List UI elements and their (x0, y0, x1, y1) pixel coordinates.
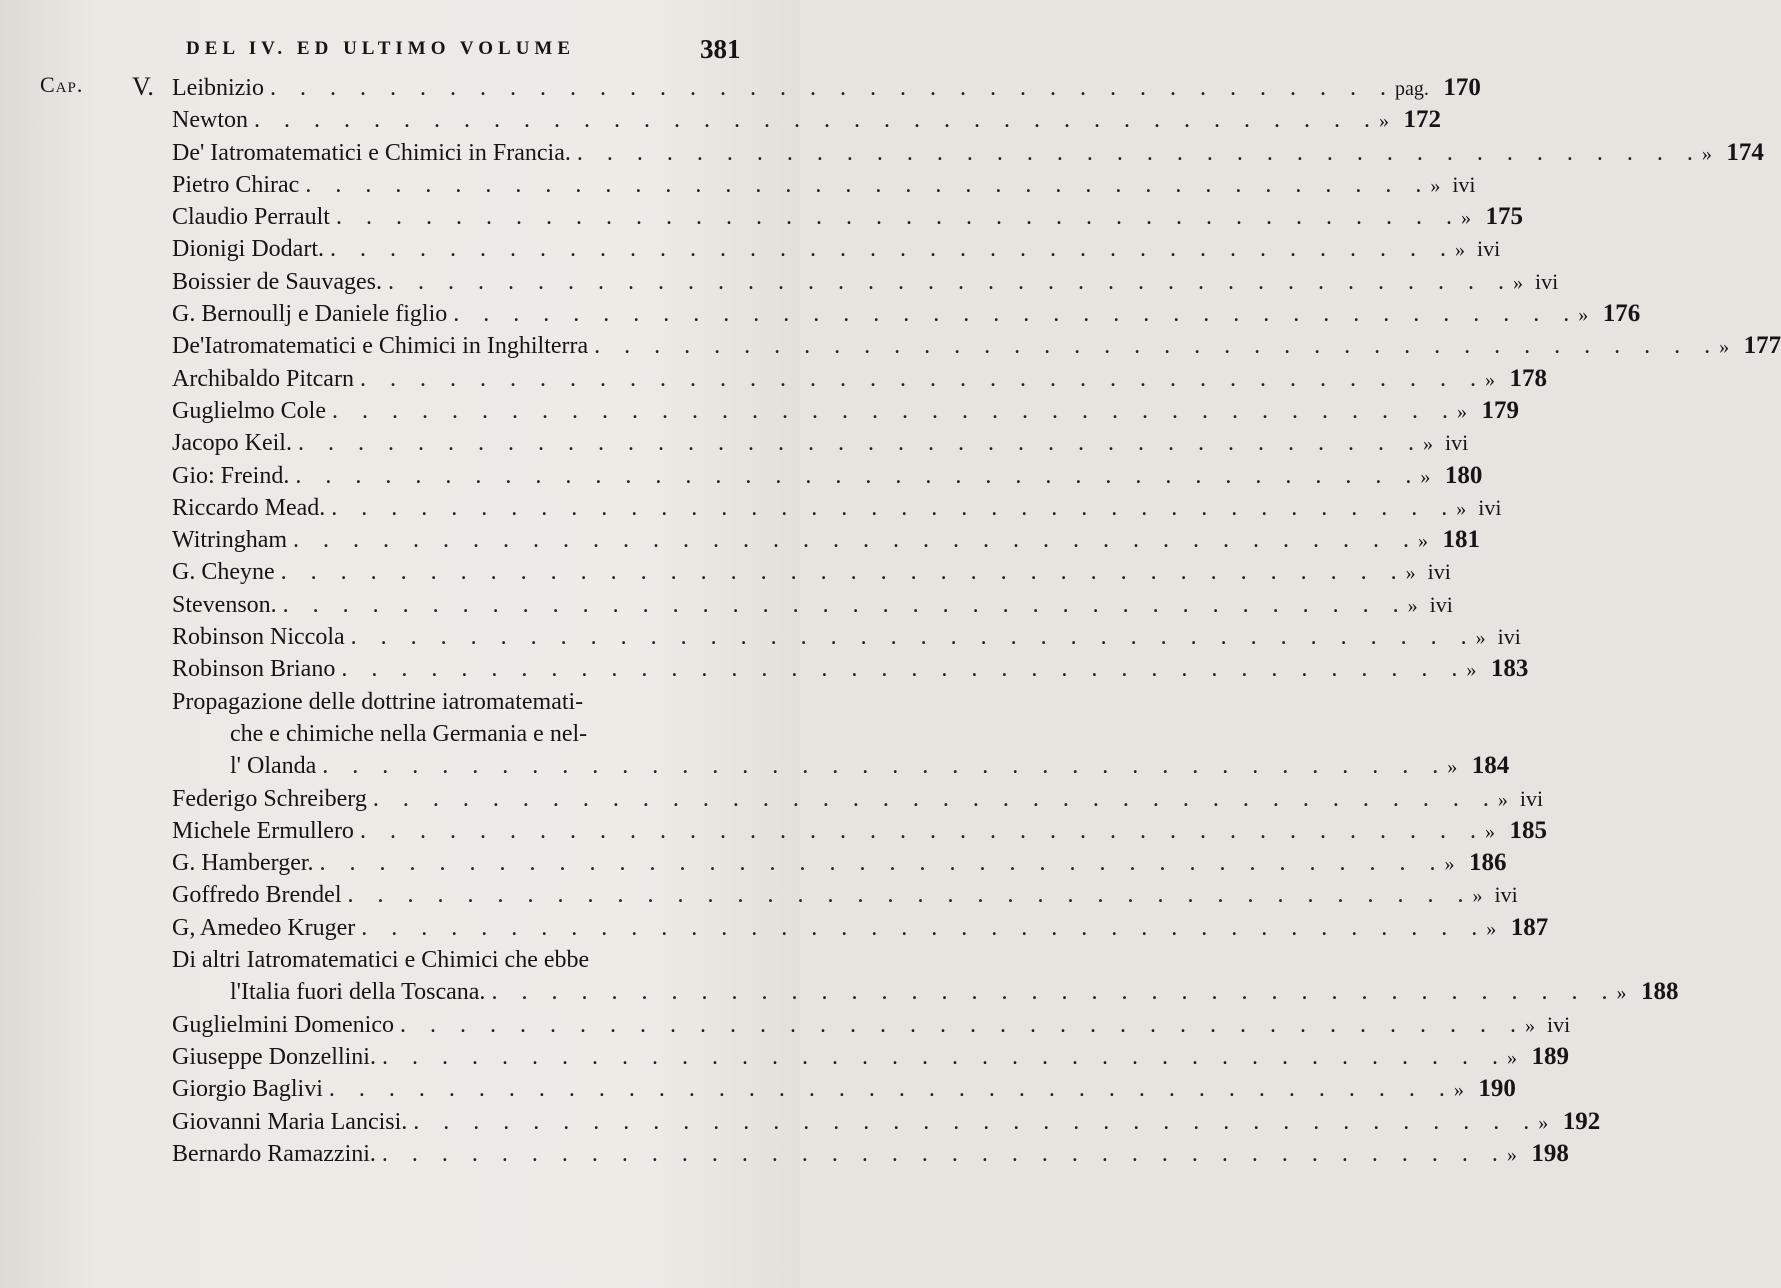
ditto-mark: » (1460, 207, 1471, 230)
leader-dots: . . . . . . . . . . . . . . . . . . . . . . . . . . . . . . . . . . . . . . (335, 204, 1461, 231)
ditto-mark: » (1506, 1143, 1517, 1166)
toc-entry-title: Propagazione delle dottrine iatromatemati- (172, 688, 584, 715)
toc-entry-title: G. Cheyne (172, 559, 275, 586)
leader-dots: . . . . . . . . . . . . . . . . . . . . . . . . . . . . . . . . . . . . . . (329, 236, 1455, 263)
toc-entry-title: Dionigi Dodart. (172, 236, 324, 263)
ditto-mark: » (1512, 271, 1523, 294)
toc-page-number: ivi (1494, 882, 1518, 908)
ditto-mark: » (1430, 174, 1441, 197)
ditto-mark: » (1422, 433, 1433, 456)
ditto-mark: » (1484, 368, 1495, 391)
ditto-mark: » (1447, 756, 1458, 779)
leader-dots: . . . . . . . . . . . . . . . . . . . . . . . . . . . . . . . . . . . . . . (359, 365, 1485, 392)
toc-page-number: ivi (1476, 236, 1501, 262)
leader-dots: . . . . . . . . . . . . . . . . . . . . . . . . . . . . . . . . . . . . . . (341, 656, 1467, 683)
toc-entry-reference (1447, 750, 1509, 783)
toc-page-number: ivi (1497, 624, 1521, 650)
toc-entry (172, 912, 1549, 944)
toc-entry-title: Riccardo Mead. (172, 494, 326, 521)
leader-dots: . . . . . . . . . . . . . . . . . . . . . . . . . . . . . . . . . . . . . . (253, 107, 1379, 134)
toc-page-number: ivi (1546, 1011, 1571, 1037)
toc-page-number: 181 (1442, 526, 1481, 554)
ditto-mark: » (1407, 594, 1418, 617)
toc-page-number: 192 (1562, 1107, 1601, 1135)
toc-entry-reference (1420, 460, 1482, 493)
leader-dots: . . . . . . . . . . . . . . . . . . . . . . . . . . . . . . . . . . . . . . (322, 753, 1448, 780)
toc-entry-title: G. Bernoullj e Daniele figlio (172, 301, 448, 328)
leader-dots: . . . . . . . . . . . . . . . . . . . . . . . . . . . . . . . . . . . . . . (350, 624, 1476, 651)
toc-entry-reference (1538, 1106, 1600, 1139)
toc-entry (172, 556, 1451, 588)
toc-entry-reference (1513, 266, 1577, 299)
toc-entry (172, 879, 1518, 911)
toc-entry (172, 1041, 1569, 1073)
toc-entry-reference (1485, 815, 1547, 848)
leader-dots: . . . . . . . . . . . . . . . . . . . . . . . . . . . . . . . . . . . . . . (413, 1108, 1539, 1135)
toc-page-number: 178 (1509, 364, 1547, 392)
toc-entry-reference (1461, 201, 1523, 234)
leader-dots: . . . . . . . . . . . . . . . . . . . . . . . . . . . . . . . . . . . . . . (576, 139, 1702, 166)
ditto-mark: » (1719, 336, 1730, 359)
leader-dots: . . . . . . . . . . . . . . . . . . . . . . . . . . . . . . . . . . . . . . (297, 430, 1423, 457)
leader-dots: . . . . . . . . . . . . . . . . . . . . . . . . . . . . . . . . . . . . . . (319, 850, 1445, 877)
toc-entry-reference (1418, 524, 1480, 557)
leader-dots: . . . . . . . . . . . . . . . . . . . . . . . . . . . . . . . . . . . . . . (331, 494, 1457, 521)
toc-entry-reference (1379, 104, 1441, 137)
toc-entry (172, 815, 1547, 847)
leader-dots: . . . . . . . . . . . . . . . . . . . . . . . . . . . . . . . . . . . . . . (328, 1076, 1454, 1103)
toc-entry (172, 233, 1501, 265)
toc-entry-title: che e chimiche nella Germania e nel- (230, 720, 588, 747)
toc-page-number: 180 (1444, 461, 1483, 489)
toc-page-number: 198 (1531, 1139, 1569, 1167)
toc-entry (172, 1138, 1569, 1170)
toc-page-number: ivi (1478, 494, 1502, 520)
toc-entry (172, 104, 1441, 136)
toc-page-number: ivi (1452, 171, 1476, 197)
ditto-mark: » (1454, 239, 1465, 262)
toc-entry (172, 847, 1507, 879)
toc-page-number: 174 (1726, 138, 1764, 166)
toc-page-number: 175 (1485, 203, 1523, 231)
leader-dots: . . . . . . . . . . . . . . . . . . . . . . . . . . . . . . . . . . . . . . (359, 817, 1485, 844)
toc-entry-title: Michele Ermullero (172, 817, 354, 844)
toc-entry-reference (1395, 72, 1481, 105)
ditto-mark: » (1524, 1014, 1535, 1037)
toc-page-number: 172 (1403, 106, 1441, 134)
toc-entry (172, 460, 1483, 492)
toc-entry-title: Giovanni Maria Lancisi. (172, 1108, 408, 1135)
ditto-mark: » (1486, 917, 1497, 940)
toc-page-number: 186 (1469, 849, 1507, 877)
toc-entry-reference (1456, 492, 1520, 525)
toc-entry-reference (1476, 621, 1540, 654)
toc-entry (172, 1106, 1601, 1138)
toc-entry-title: Guglielmini Domenico (172, 1011, 394, 1038)
toc-entry-title: Gio: Freind. (172, 462, 290, 489)
toc-entry (172, 330, 1781, 362)
toc-entry (172, 589, 1453, 621)
toc-entry (172, 524, 1481, 556)
chapter-number: V. (132, 72, 154, 101)
ditto-mark: » (1506, 1046, 1517, 1069)
toc-entry-reference (1454, 1073, 1516, 1106)
toc-entry-title: Robinson Briano (172, 656, 336, 683)
toc-entry-reference (1719, 330, 1781, 363)
toc-entry-reference (1702, 137, 1764, 170)
running-title: DEL IV. ED ULTIMO VOLUME (186, 38, 576, 59)
toc-entry (172, 653, 1529, 685)
toc-page-number: 183 (1490, 655, 1529, 683)
toc-page-number: ivi (1519, 785, 1544, 811)
toc-entry (172, 72, 1481, 104)
toc-entry (172, 427, 1469, 459)
leader-dots: . . . . . . . . . . . . . . . . . . . . . . . . . . . . . . . . . . . . . . (399, 1011, 1525, 1038)
toc-page-number: 184 (1471, 752, 1510, 780)
leader-dots: . . . . . . . . . . . . . . . . . . . . . . . . . . . . . . . . . . . . . . (381, 1043, 1507, 1070)
leader-dots: . . . . . . . . . . . . . . . . . . . . . . . . . . . . . . . . . . . . . . (387, 268, 1513, 295)
ditto-mark: » (1444, 853, 1455, 876)
ditto-mark: » (1456, 400, 1467, 423)
toc-entry-title: Giuseppe Donzellini. (172, 1043, 376, 1070)
toc-page-number: 185 (1509, 816, 1547, 844)
toc-entry-title: Jacopo Keil. (172, 430, 292, 457)
toc-entry-reference (1616, 976, 1678, 1009)
ditto-mark: » (1475, 627, 1486, 650)
ditto-mark: » (1472, 885, 1483, 908)
toc-entry (172, 492, 1502, 524)
leader-dots: . . . . . . . . . . . . . . . . . . . . . . . . . . . . . . . . . . . . . . (269, 75, 1395, 101)
toc-entry (172, 1009, 1571, 1041)
toc-entry-title: Claudio Perrault (172, 204, 330, 231)
ditto-mark: » (1420, 465, 1431, 488)
leader-dots: . . . . . . . . . . . . . . . . . . . . . . . . . . . . . . . . . . . . . . (453, 301, 1579, 328)
toc-entry-reference (1578, 298, 1640, 331)
toc-entry (172, 750, 1510, 782)
leader-dots: . . . . . . . . . . . . . . . . . . . . . . . . . . . . . . . . . . . . . . (361, 914, 1487, 941)
leader-dots: . . . . . . . . . . . . . . . . . . . . . . . . . . . . . . . . . . . . . . (594, 333, 1720, 360)
chapter-label: Cap. (40, 72, 84, 97)
toc-page-number: ivi (1444, 430, 1469, 456)
leader-dots: . . . . . . . . . . . . . . . . . . . . . . . . . . . . . . . . . . . . . . (295, 462, 1421, 489)
ditto-mark: » (1466, 659, 1477, 682)
toc-entry (172, 944, 764, 976)
toc-entry-title: De'Iatromatematici e Chimici in Inghilterra (172, 333, 589, 360)
leader-dots: . . . . . . . . . . . . . . . . . . . . . . . . . . . . . . . . . . . . . . (372, 785, 1498, 812)
toc-entry-title: Robinson Niccola (172, 624, 345, 651)
toc-entry (172, 169, 1476, 201)
toc-entry-reference (1507, 1138, 1569, 1171)
toc-page-number: 188 (1640, 978, 1679, 1006)
toc-page-number: ivi (1534, 268, 1559, 294)
toc-entry (172, 783, 1544, 815)
toc-entry-reference (1445, 847, 1507, 880)
toc-entry-reference (1486, 912, 1548, 945)
toc-entry-reference (1525, 1009, 1589, 1042)
toc-entry-title: Pietro Chirac (172, 171, 300, 198)
toc-entry-title: l'Italia fuori della Toscana. (230, 979, 486, 1006)
toc-entry (172, 363, 1547, 395)
ditto-mark: » (1405, 562, 1416, 585)
ditto-mark: » (1538, 1111, 1549, 1134)
toc-entry-title: Newton (172, 107, 248, 134)
ditto-mark: » (1701, 142, 1712, 165)
toc-page-number: 189 (1531, 1042, 1569, 1070)
toc-page-number: 170 (1443, 74, 1481, 101)
page-number: 381 (700, 34, 741, 64)
toc-entry-title: Archibaldo Pitcarn (172, 365, 354, 392)
ditto-mark: » (1453, 1079, 1464, 1102)
toc-entry-title: l' Olanda (230, 753, 317, 780)
toc-entry-reference (1485, 363, 1547, 396)
toc-entry-title: Boissier de Sauvages. (172, 268, 382, 295)
leader-dots: . . . . . . . . . . . . . . . . . . . . . . . . . . . . . . . . . . . . . . (331, 397, 1457, 424)
toc-entry-reference (1430, 169, 1494, 202)
toc-entry (172, 137, 1764, 169)
toc-entry (172, 976, 1679, 1008)
toc-page-number: 179 (1481, 396, 1519, 424)
ditto-mark: » (1484, 820, 1495, 843)
ditto-mark: » (1578, 304, 1589, 327)
toc-entry-title: Federigo Schreiberg (172, 785, 367, 812)
ditto-mark: » (1378, 110, 1389, 133)
leader-dots: . . . . . . . . . . . . . . . . . . . . . . . . . . . . . . . . . . . . . . (282, 591, 1408, 618)
toc-entry (172, 621, 1521, 653)
toc-entry-reference (1455, 233, 1519, 266)
leader-dots: . . . . . . . . . . . . . . . . . . . . . . . . . . . . . . . . . . . . . . (491, 979, 1617, 1006)
toc-entry-title: De' Iatromatematici e Chimici in Francia. (172, 139, 571, 166)
toc-entry (172, 266, 1559, 298)
leader-dots: . . . . . . . . . . . . . . . . . . . . . . . . . . . . . . . . . . . . . . (293, 527, 1419, 554)
toc-page-number: 187 (1510, 913, 1549, 941)
ditto-mark: » (1616, 982, 1627, 1005)
toc-entry (172, 201, 1523, 233)
toc-entry (172, 298, 1641, 330)
toc-entry (172, 1073, 1516, 1105)
ditto-mark: » (1497, 788, 1508, 811)
toc-entry (172, 395, 1519, 427)
toc-entry-reference (1406, 556, 1470, 589)
toc-entry-title: Giorgio Baglivi (172, 1076, 323, 1103)
leader-dots: . . . . . . . . . . . . . . . . . . . . . . . . . . . . . . . . . . . . . . (381, 1140, 1507, 1167)
toc-entry-title: Goffredo Brendel (172, 882, 342, 909)
toc-entry-reference (1423, 427, 1487, 460)
leader-dots: . . . . . . . . . . . . . . . . . . . . . . . . . . . . . . . . . . . . . . (305, 171, 1431, 198)
toc-entry (172, 686, 764, 718)
toc-page-number: 177 (1743, 332, 1781, 360)
toc-entry-reference (1473, 879, 1537, 912)
toc-entry-reference (1466, 653, 1528, 686)
ditto-mark: pag. (1394, 78, 1429, 100)
leader-dots: . . . . . . . . . . . . . . . . . . . . . . . . . . . . . . . . . . . . . . (280, 559, 1406, 586)
toc-page-number: 190 (1478, 1075, 1516, 1103)
table-of-contents (172, 72, 1781, 1170)
toc-entry-reference (1507, 1041, 1569, 1074)
ditto-mark: » (1418, 530, 1429, 553)
toc-entry-title: Stevenson. (172, 591, 277, 618)
toc-entry-title: Bernardo Ramazzini. (172, 1140, 376, 1167)
toc-page-number: ivi (1427, 559, 1451, 585)
toc-entry-title: Di altri Iatromatematici e Chimici che ebbe (172, 947, 590, 974)
ditto-mark: » (1456, 497, 1467, 520)
toc-entry-title: G, Amedeo Kruger (172, 914, 356, 941)
toc-entry-reference (1408, 589, 1472, 622)
toc-entry-title: Witringham (172, 527, 288, 554)
toc-entry-title: Leibnizio (172, 75, 264, 101)
toc-page-number: ivi (1429, 591, 1453, 617)
toc-entry-reference (1457, 395, 1519, 428)
toc-entry-title: G. Hamberger. (172, 850, 314, 877)
toc-page-number: 176 (1602, 300, 1641, 328)
toc-entry (172, 718, 764, 750)
toc-entry-title: Guglielmo Cole (172, 397, 326, 424)
toc-entry-reference (1498, 783, 1562, 816)
leader-dots: . . . . . . . . . . . . . . . . . . . . . . . . . . . . . . . . . . . . . . (347, 882, 1473, 909)
